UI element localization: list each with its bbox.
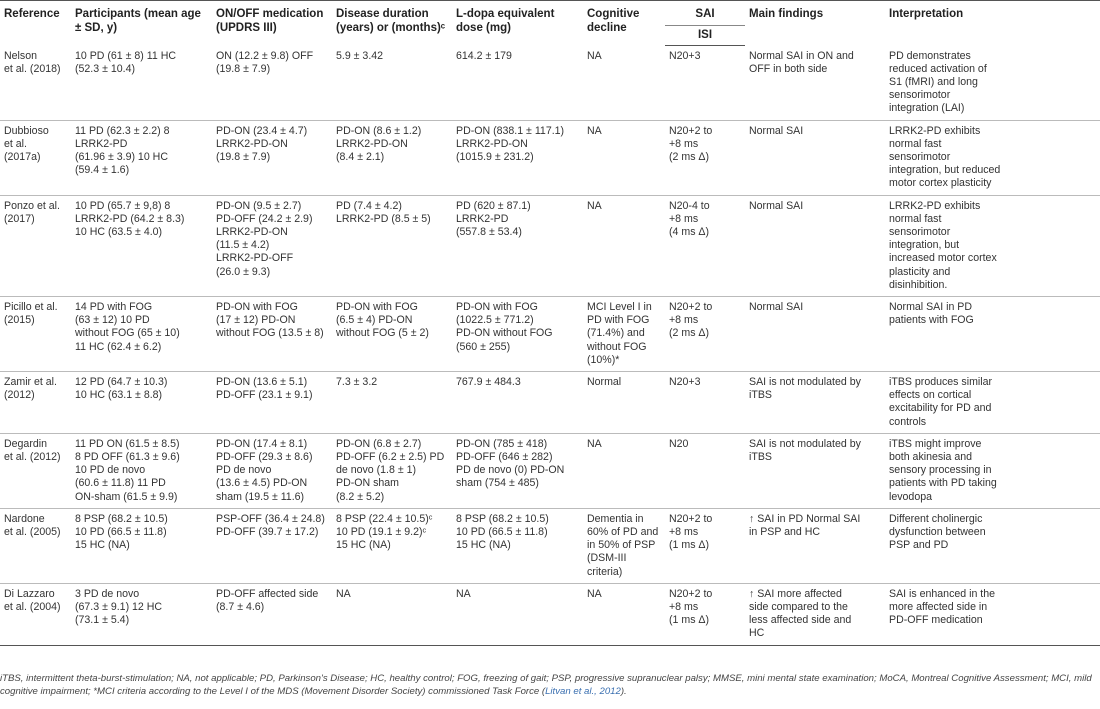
- cell-interpretation: iTBS produces similar effects on cortical excitability for PD and controls: [885, 371, 1100, 433]
- footnote-end: ).: [620, 686, 627, 697]
- table-row: [0, 120, 1100, 195]
- header-row: [0, 1, 1100, 26]
- cell-reference: Degardin et al. (2012): [0, 433, 71, 508]
- cell-medication: PD-ON (13.6 ± 5.1) PD-OFF (23.1 ± 9.1): [212, 371, 332, 433]
- cell-findings: Normal SAI: [745, 296, 885, 371]
- cell-participants: 11 PD (62.3 ± 2.2) 8 LRRK2-PD (61.96 ± 3.9) 10 HC (59.4 ± 1.6): [71, 120, 212, 195]
- cell-cognitive: NA: [583, 583, 665, 645]
- footnote-citation-link[interactable]: Litvan et al., 2012: [545, 686, 621, 697]
- cell-cognitive: NA: [583, 46, 665, 121]
- table-body: [0, 46, 1100, 646]
- table-row: [0, 46, 1100, 121]
- cell-interpretation: LRRK2-PD exhibits normal fast sensorimotor integration, but reduced motor cortex plasticity: [885, 120, 1100, 195]
- cell-ldopa: 8 PSP (68.2 ± 10.5) 10 PD (66.5 ± 11.8) 15 HC (NA): [452, 508, 583, 583]
- header-ldopa: L-dopa equivalent dose (mg): [452, 1, 583, 46]
- cell-ldopa: PD-ON (785 ± 418) PD-OFF (646 ± 282) PD de novo (0) PD-ON sham (754 ± 485): [452, 433, 583, 508]
- cell-interpretation: LRRK2-PD exhibits normal fast sensorimotor integration, but increased motor cortex plasticity and disinhibition.: [885, 195, 1100, 296]
- cell-interpretation: Normal SAI in PD patients with FOG: [885, 296, 1100, 371]
- cell-findings: Normal SAI in ON and OFF in both side: [745, 46, 885, 121]
- cell-findings: Normal SAI: [745, 120, 885, 195]
- cell-reference: Nelson et al. (2018): [0, 46, 71, 121]
- cell-participants: 10 PD (61 ± 8) 11 HC (52.3 ± 10.4): [71, 46, 212, 121]
- cell-findings: SAI is not modulated by iTBS: [745, 433, 885, 508]
- cell-reference: Picillo et al. (2015): [0, 296, 71, 371]
- footnote-text: iTBS, intermittent theta-burst-stimulation; NA, not applicable; PD, Parkinson's Disease; HC, healthy control; FOG, freezing of gait; PSP, progressive supranuclear palsy; MMSE, mini mental state examination; MoCA, Montreal Cognitive Assessment; MCI, mild cognitive impairment; *MCI criteria according to the Level I of the MDS (Movement Disorder Society) commissioned Task Force (: [0, 673, 1092, 697]
- cell-medication: ON (12.2 ± 9.8) OFF (19.8 ± 7.9): [212, 46, 332, 121]
- header-isi: ISI: [665, 26, 745, 46]
- cell-cognitive: NA: [583, 120, 665, 195]
- header-reference: Reference: [0, 1, 71, 46]
- cell-participants: 8 PSP (68.2 ± 10.5) 10 PD (66.5 ± 11.8) 15 HC (NA): [71, 508, 212, 583]
- cell-participants: 14 PD with FOG (63 ± 12) 10 PD without FOG (65 ± 10) 11 HC (62.4 ± 6.2): [71, 296, 212, 371]
- cell-cognitive: Dementia in 60% of PD and in 50% of PSP (DSM-III criteria): [583, 508, 665, 583]
- cell-medication: PD-ON (9.5 ± 2.7) PD-OFF (24.2 ± 2.9) LRRK2-PD-ON (11.5 ± 4.2) LRRK2-PD-OFF (26.0 ± 9.3): [212, 195, 332, 296]
- header-medication: ON/OFF medication (UPDRS III): [212, 1, 332, 46]
- cell-isi: N20+2 to +8 ms (1 ms Δ): [665, 508, 745, 583]
- cell-ldopa: 767.9 ± 484.3: [452, 371, 583, 433]
- cell-interpretation: PD demonstrates reduced activation of S1 (fMRI) and long sensorimotor integration (LAI): [885, 46, 1100, 121]
- cell-medication: PD-OFF affected side (8.7 ± 4.6): [212, 583, 332, 645]
- table-row: [0, 296, 1100, 371]
- cell-duration: 7.3 ± 3.2: [332, 371, 452, 433]
- cell-ldopa: PD-ON with FOG (1022.5 ± 771.2) PD-ON without FOG (560 ± 255): [452, 296, 583, 371]
- cell-ldopa: NA: [452, 583, 583, 645]
- header-duration: Disease duration (years) or (months)ᶜ: [332, 1, 452, 46]
- cell-duration: 8 PSP (22.4 ± 10.5)ᶜ 10 PD (19.1 ± 9.2)ᶜ 15 HC (NA): [332, 508, 452, 583]
- cell-duration: PD (7.4 ± 4.2) LRRK2-PD (8.5 ± 5): [332, 195, 452, 296]
- cell-reference: Di Lazzaro et al. (2004): [0, 583, 71, 645]
- cell-medication: PSP-OFF (36.4 ± 24.8) PD-OFF (39.7 ± 17.2): [212, 508, 332, 583]
- cell-isi: N20: [665, 433, 745, 508]
- cell-isi: N20+2 to +8 ms (2 ms Δ): [665, 296, 745, 371]
- header-cognitive: Cognitive decline: [583, 1, 665, 46]
- cell-duration: PD-ON (8.6 ± 1.2) LRRK2-PD-ON (8.4 ± 2.1): [332, 120, 452, 195]
- cell-findings: ↑ SAI more affected side compared to the less affected side and HC: [745, 583, 885, 645]
- cell-medication: PD-ON with FOG (17 ± 12) PD-ON without FOG (13.5 ± 8): [212, 296, 332, 371]
- cell-ldopa: PD (620 ± 87.1) LRRK2-PD (557.8 ± 53.4): [452, 195, 583, 296]
- cell-duration: 5.9 ± 3.42: [332, 46, 452, 121]
- cell-isi: N20+2 to +8 ms (2 ms Δ): [665, 120, 745, 195]
- cell-reference: Zamir et al. (2012): [0, 371, 71, 433]
- cell-findings: Normal SAI: [745, 195, 885, 296]
- cell-isi: N20+3: [665, 371, 745, 433]
- cell-reference: Dubbioso et al. (2017a): [0, 120, 71, 195]
- cell-duration: PD-ON with FOG (6.5 ± 4) PD-ON without FOG (5 ± 2): [332, 296, 452, 371]
- header-sai: SAI: [665, 1, 745, 26]
- cell-participants: 11 PD ON (61.5 ± 8.5) 8 PD OFF (61.3 ± 9.6) 10 PD de novo (60.6 ± 11.8) 11 PD ON-sham (61.5 ± 9.9): [71, 433, 212, 508]
- cell-duration: NA: [332, 583, 452, 645]
- cell-participants: 10 PD (65.7 ± 9,8) 8 LRRK2-PD (64.2 ± 8.3) 10 HC (63.5 ± 4.0): [71, 195, 212, 296]
- cell-interpretation: iTBS might improve both akinesia and sensory processing in patients with PD taking levodopa: [885, 433, 1100, 508]
- cell-cognitive: NA: [583, 433, 665, 508]
- cell-cognitive: NA: [583, 195, 665, 296]
- header-participants: Participants (mean age ± SD, y): [71, 1, 212, 46]
- cell-ldopa: PD-ON (838.1 ± 117.1) LRRK2-PD-ON (1015.9 ± 231.2): [452, 120, 583, 195]
- cell-cognitive: MCI Level I in PD with FOG (71.4%) and without FOG (10%)*: [583, 296, 665, 371]
- table-row: [0, 195, 1100, 296]
- cell-interpretation: Different cholinergic dysfunction between PSP and PD: [885, 508, 1100, 583]
- cell-findings: ↑ SAI in PD Normal SAI in PSP and HC: [745, 508, 885, 583]
- cell-participants: 3 PD de novo (67.3 ± 9.1) 12 HC (73.1 ± 5.4): [71, 583, 212, 645]
- table-row: [0, 508, 1100, 583]
- cell-isi: N20+2 to +8 ms (1 ms Δ): [665, 583, 745, 645]
- cell-participants: 12 PD (64.7 ± 10.3) 10 HC (63.1 ± 8.8): [71, 371, 212, 433]
- table-row: [0, 433, 1100, 508]
- header-interpretation: Interpretation: [885, 1, 1100, 46]
- cell-isi: N20+3: [665, 46, 745, 121]
- table-row: [0, 583, 1100, 645]
- cell-reference: Ponzo et al. (2017): [0, 195, 71, 296]
- cell-medication: PD-ON (17.4 ± 8.1) PD-OFF (29.3 ± 8.6) PD de novo (13.6 ± 4.5) PD-ON sham (19.5 ± 11.6): [212, 433, 332, 508]
- table-row: [0, 371, 1100, 433]
- cell-interpretation: SAI is enhanced in the more affected side in PD-OFF medication: [885, 583, 1100, 645]
- cell-findings: SAI is not modulated by iTBS: [745, 371, 885, 433]
- table-footnote: [0, 672, 1094, 698]
- cell-cognitive: Normal: [583, 371, 665, 433]
- header-findings: Main findings: [745, 1, 885, 46]
- cell-reference: Nardone et al. (2005): [0, 508, 71, 583]
- cell-ldopa: 614.2 ± 179: [452, 46, 583, 121]
- cell-duration: PD-ON (6.8 ± 2.7) PD-OFF (6.2 ± 2.5) PD de novo (1.8 ± 1) PD-ON sham (8.2 ± 5.2): [332, 433, 452, 508]
- cell-medication: PD-ON (23.4 ± 4.7) LRRK2-PD-ON (19.8 ± 7.9): [212, 120, 332, 195]
- cell-isi: N20-4 to +8 ms (4 ms Δ): [665, 195, 745, 296]
